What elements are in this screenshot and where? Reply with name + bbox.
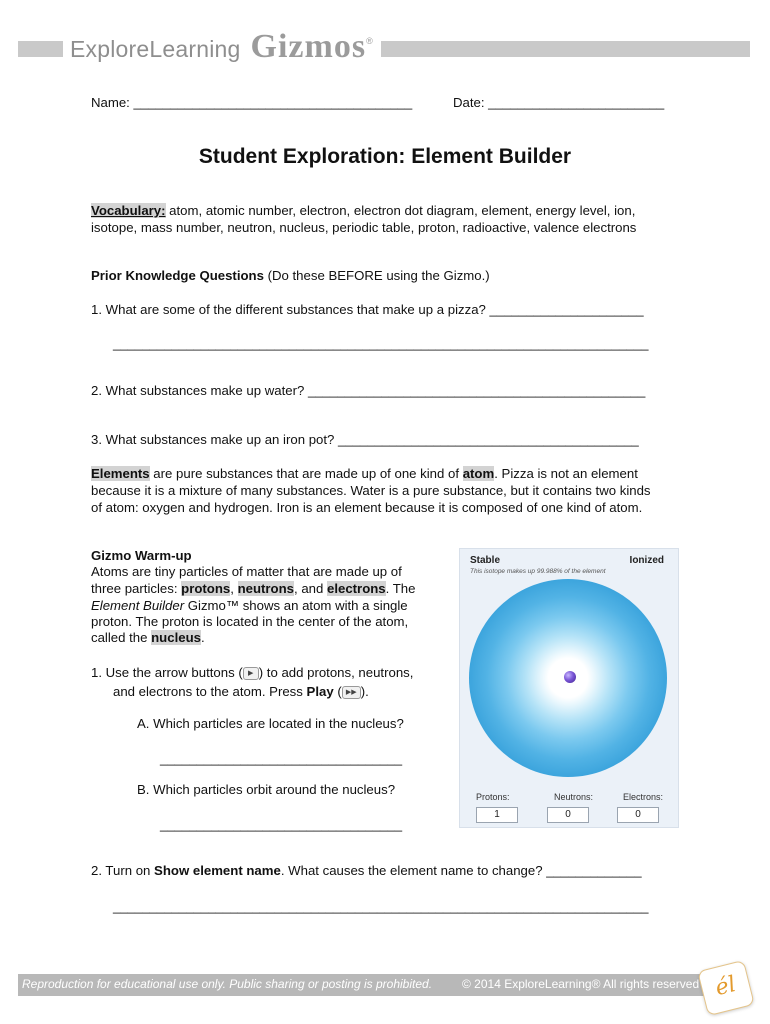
warmup-q1-text-c: and electrons to the atom. Press	[113, 684, 307, 699]
warmup-text-e: .	[200, 630, 205, 645]
brand-gizmos: Gizmos	[250, 28, 367, 65]
vocabulary-label: Vocabulary:	[91, 203, 166, 218]
explorelearning-logo	[697, 960, 755, 1016]
warmup-q1-text-e: ).	[360, 684, 369, 699]
play-button-icon: ▶▶	[342, 686, 361, 699]
question-pizza[interactable]: 1. What are some of the different substances that make up a pizza? _____________________	[91, 302, 644, 317]
warmup-question-1-line-2	[113, 684, 369, 700]
electrons-label: Electrons:	[623, 792, 664, 802]
answer-line-element-name[interactable]: _________________________________________________________________________	[113, 899, 649, 914]
gizmo-name: Element Builder	[91, 598, 185, 613]
brand-explorelearning: ExploreLearning	[70, 36, 241, 62]
electrons-count: 0	[617, 807, 659, 823]
warmup-question-2	[91, 863, 642, 879]
warmup-q2-text-b: . What causes the element name to change? _____________	[280, 863, 642, 878]
elements-paragraph-line-2: because it is a mixture of many substances. Water is a pure substance, but it contains two kinds	[91, 483, 651, 498]
warmup-question-1	[91, 665, 413, 681]
warmup-text-a: three particles:	[91, 581, 182, 596]
date-field[interactable]: Date: ________________________	[453, 95, 665, 110]
warmup-line-2	[91, 581, 415, 597]
header-bar-left	[18, 41, 63, 57]
protons-label: Protons:	[476, 792, 510, 802]
warmup-line-3	[91, 598, 408, 614]
warmup-q1-text-a: 1. Use the arrow buttons (	[91, 665, 243, 680]
elements-text-2: . Pizza is not an element	[494, 466, 638, 481]
isotope-note: This isotope makes up 99.988% of the element	[470, 568, 606, 575]
warmup-q2-text-a: 2. Turn on	[91, 863, 155, 878]
answer-line-pizza[interactable]: _________________________________________________________________________	[113, 336, 649, 351]
question-water[interactable]: 2. What substances make up water? ______________________________________________	[91, 383, 646, 398]
brand-registered: ®	[366, 36, 373, 46]
footer-disclaimer: Reproduction for educational use only. Public sharing or posting is prohibited.	[22, 977, 433, 991]
elements-paragraph-line-3: of atom: oxygen and hydrogen. Iron is an element because it is composed of one kind of atom.	[91, 500, 643, 515]
question-orbit-particles: B. Which particles orbit around the nucleus?	[137, 782, 396, 797]
header-bar-right	[381, 41, 750, 57]
warmup-sep-1: ,	[230, 581, 238, 596]
answer-line-orbit[interactable]: _________________________________	[160, 817, 403, 832]
term-nucleus: nucleus	[151, 630, 201, 645]
neutrons-label: Neutrons:	[554, 792, 594, 802]
warmup-text-b: . The	[385, 581, 416, 596]
gizmo-screenshot	[459, 548, 679, 828]
warmup-q1-text-d: (	[333, 684, 342, 699]
electron-cloud	[469, 579, 667, 777]
ionized-label: Ionized	[629, 555, 664, 566]
prior-knowledge-heading	[91, 268, 490, 284]
term-atom: atom	[462, 466, 495, 481]
neutrons-count: 0	[547, 807, 589, 823]
term-neutrons: neutrons	[237, 581, 294, 596]
term-electrons: electrons	[327, 581, 386, 596]
elements-paragraph-line-1	[91, 466, 638, 482]
answer-line-nucleus[interactable]: _________________________________	[160, 751, 403, 766]
vocabulary-terms-1: atom, atomic number, electron, electron dot diagram, element, energy level, ion,	[165, 203, 636, 218]
stable-label: Stable	[470, 555, 501, 566]
logo-text: él	[712, 971, 739, 1002]
show-element-name-label: Show element name	[154, 863, 281, 878]
vocabulary-line-1	[91, 203, 635, 219]
warmup-sep-2: , and	[294, 581, 327, 596]
warmup-q1-text-b: ) to add protons, neutrons,	[258, 665, 414, 680]
term-elements: Elements	[91, 466, 150, 481]
term-protons: protons	[181, 581, 231, 596]
name-field[interactable]: Name: ______________________________________	[91, 95, 413, 110]
page-title: Student Exploration: Element Builder	[198, 145, 572, 168]
warmup-text-d: called the	[91, 630, 152, 645]
arrow-button-icon: ▶	[243, 667, 259, 680]
prior-knowledge-title: Prior Knowledge Questions	[91, 268, 264, 283]
question-nucleus-particles: A. Which particles are located in the nucleus?	[137, 716, 404, 731]
footer-copyright: © 2014 ExploreLearning® All rights reserved	[462, 977, 700, 991]
prior-knowledge-note: (Do these BEFORE using the Gizmo.)	[263, 268, 490, 283]
warmup-line-5	[91, 630, 205, 646]
nucleus-proton	[564, 671, 576, 683]
warmup-text-c: Gizmo™ shows an atom with a single	[184, 598, 408, 613]
brand-logo	[70, 28, 373, 68]
vocabulary-line-2: isotope, mass number, neutron, nucleus, periodic table, proton, radioactive, valence electrons	[91, 220, 637, 235]
question-iron-pot[interactable]: 3. What substances make up an iron pot? _________________________________________	[91, 432, 639, 447]
play-label: Play	[306, 684, 334, 699]
warmup-heading: Gizmo Warm-up	[91, 548, 192, 563]
elements-text-1: are pure substances that are made up of one kind of	[149, 466, 463, 481]
warmup-line-1: Atoms are tiny particles of matter that are made up of	[91, 564, 402, 579]
warmup-line-4: proton. The proton is located in the center of the atom,	[91, 614, 409, 629]
protons-count: 1	[476, 807, 518, 823]
